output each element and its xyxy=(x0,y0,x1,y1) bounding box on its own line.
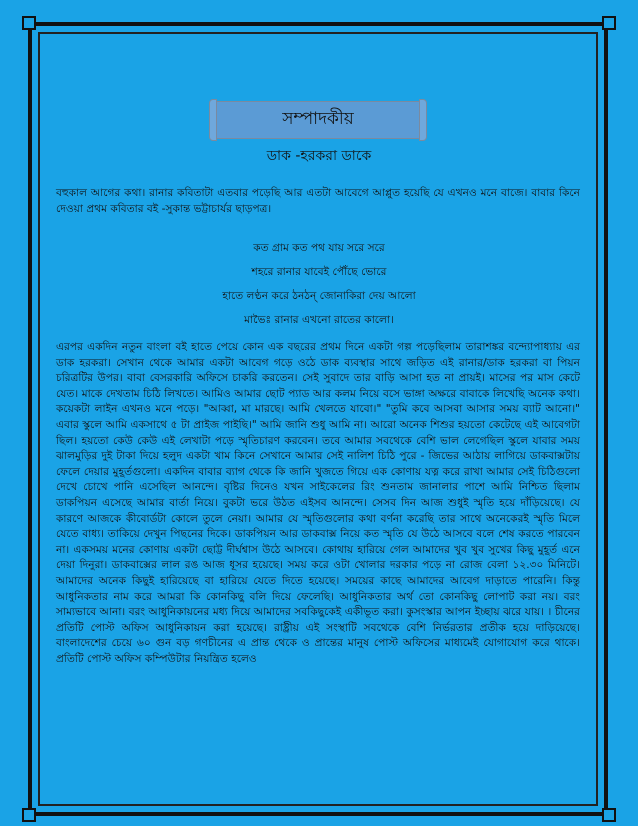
body-paragraph: এরপর একদিন নতুন বাংলা বই হাতে পেয়ে কোন এক বছরের প্রথম দিনে একটা গল্প পড়েছিলাম তারাশঙ্কর বন্দ্যোপাধ্যায় এর ডাক হরকরা। সেখান থেকে আমার একটা আবেগ গড়ে ওঠে ডাক ব্যবস্থার সাথে জড়িত এই রানার/ডাক হরকরা বা পিয়ন চরিত্রটির উপর। বাবা বেসরকারি অফিসে চাকরি করতেন। সেই সুবাদে তার বাড়ি আসা হত না প্রায়ই। মাসের পর মাস কেটে যেত। মাকে দেখতাম চিঠি লিখতে। আমিও আমার ছোট প্যাড আর কলম নিয়ে বসে ভাঙ্গা অক্ষরে বাবাকে লিখেছি অনেক কথা। কয়েকটা লাইন এখনও মনে পড়ে। "আব্বা, মা মারছে। আমি খেলতে যাবো।" "তুমি কবে আসবা আসার সময় ব্যাট আনো।" এবার স্কুলে আমি একসাথে ৫ টা প্রাইজ পাইছি।" আমি জানি শুধু আমি না। আরো অনেক শিশুর হয়তো কেটেছে এই আবেগটা ছিল। হয়তো কেউ কেউ এই লেখাটা পড়ে স্মৃতিচারণ করবেন। তবে আমার সবথেকে বেশি ভাল লেগেছিল স্কুলে যাবার সময় ঝালমুড়ির দুই টাকা দিয়ে হলুদ একটা খাম কিনে সেখানে আমার সেই নালিশ চিঠি পুরে - জিভের আঠায় লাগিয়ে ডাকবাক্সটায় ফেলে দেয়ার মুহূর্তগুলো। একদিন বাবার ব্যাগ থেকে কি জানি খুজতে গিয়ে এক কোণায় যত্ন করে রাখা আমার সেই চিঠিগুলো দেখে চোখে পানি এসেছিল আনন্দে। বৃষ্টির দিনেও যখন সাইকেলের রিং শুনতাম জানালার পাশে আমি নিশ্চিত ছিলাম ডাকপিয়ন এসেছে আমার বার্তা নিয়ে। বুকটা ভরে উঠত এইসব আনন্দে। সেসব দিন আজ শুধুই স্মৃতি হয়ে দাঁড়িয়েছে। যে কারণে আজকে কীবোর্ডটা কোলে তুলে নেয়া। আমার যে স্মৃতিগুলোর কথা বর্ণনা করেছি তার সাথে অনেকেরই স্মৃতি মিলে যেতে বাধ্য। তাকিয়ে দেখুন পিছনের দিকে। ডাকপিয়ন আর ডাকবাক্স নিয়ে কত স্মৃতি যে উঠে আসবে বলে শেষ করতে পারবেন না। একসময় মনের কোণায় একটা ছোট্ট দীর্ঘশ্বাস উঠে আসবে। কোথায় হারিয়ে গেল আমাদের খুব খুব সুখের কিছু মুহূর্ত এনে দেয়া দিনুরা। ডাকবাক্সের লাল রঙ আজ ধূসর হয়েছে। সময় করে ওটা খোলার দরকার পড়ে না রোজ বেলা ১২.৩০ মিনিটে। আমাদের অনেক কিছুই হারিয়েছে বা হারিয়ে যেতে দিতে হয়েছে। সময়ের কাছে আমাদের আবেগ দাড়াতে পারেনি। কিন্তু আধুনিকতার নাম করে আমরা কি কোনকিছু বলি দিয়ে ফেলেছি। আধুনিকতার অর্থ তো কোনকিছু লোপাট করা নয়। বরং সাম্যভাবে আনা। বরং আধুনিকায়নের মধ্য দিয়ে আমাদের সবকিছুকেই একীভূত করা। কুসংস্কার আপন ইচ্ছায় ঝরে যায়। । চীনের প্রতিটি পোস্ট অফিস আধুনিকায়ন করা হয়েছে। রাষ্ট্রীয় এই সংস্থাটি সবথেকে বেশি নির্ভরতার প্রতীক হয়ে দাড়িয়েছে। বাংলাদেশের চেয়ে ৬০ গুন বড় গণচীনের এ প্রান্ত থেকে ও প্রান্তের মানুষ পোস্ট অফিসের মাধ্যমেই যোগাযোগ করে থাকে। প্রতিটি পোস্ট অফিস কম্পিউটার নিয়ন্ত্রিত হলেও xyxy=(56,341,580,665)
banner-title: সম্পাদকীয় xyxy=(282,109,354,129)
intro-paragraph: বহুকাল আগের কথা। রানার কবিতাটা এতবার পড়েছি আর এতটা আবেগে আপ্লুত হয়েছি যে এখনও মনে বাজে। বাবার কিনে দেওয়া প্রথম কবিতার বই -সুকান্ত ভট্টাচার্যর ছাড়পত্র। xyxy=(56,187,580,215)
poem-line: শহরে রানার যাবেই পৌঁছে ভোরে xyxy=(251,266,387,278)
editorial-banner xyxy=(213,101,423,139)
corner-ornament-bottom-left xyxy=(22,808,36,822)
corner-ornament-bottom-right xyxy=(602,808,616,822)
corner-ornament-top-right xyxy=(602,16,616,30)
poem-line: মাভৈঃ রানার এখনো রাতের কালো। xyxy=(244,314,394,326)
article-subtitle: ডাক -হরকরা ডাকে xyxy=(266,148,372,164)
poem-block xyxy=(0,236,638,332)
poem-line: কত গ্রাম কত পথ যায় সরে সরে xyxy=(253,242,385,254)
corner-ornament-top-left xyxy=(22,16,36,30)
poem-line: হাতে লণ্ঠন করে ঠনঠন্ জোনাকিরা দেয় আলো xyxy=(222,290,416,302)
